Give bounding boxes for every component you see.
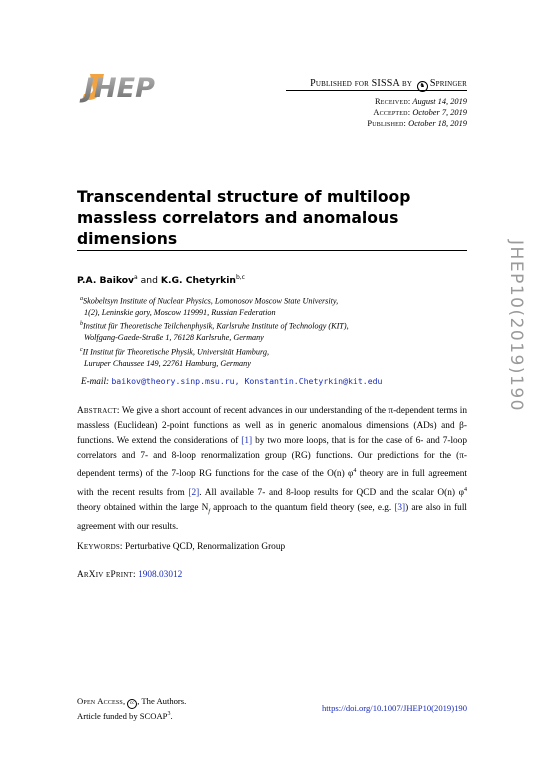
affiliation-c: $^c$II Institut für Theoretische Physik, Universität Hamburg, Luruper Chaussee 149, 22761 Hamburg, Germany bbox=[80, 347, 269, 369]
springer-horse-icon: ♞ bbox=[417, 81, 428, 92]
author-list: P.A. Baikov$^a$ and K.G. Chetyrkin$^{b,c}$ bbox=[77, 274, 245, 287]
arxiv-side-stamp: JHEP10(2019)190 bbox=[506, 240, 526, 412]
accepted-date: Accepted: October 7, 2019 bbox=[373, 108, 467, 117]
publisher-prefix: Published for SISSA by bbox=[310, 78, 413, 89]
affiliation-b: $^b$Institut für Theoretische Teilchenphysik, Karlsruhe Institute of Technology (KIT), Wolfgang-Gaede-Straße 1, 76128 Karlsruhe, Germany bbox=[80, 321, 349, 343]
citation-link[interactable]: [2] bbox=[188, 487, 200, 498]
citation-link[interactable]: [3] bbox=[394, 502, 406, 513]
published-date: Published: October 18, 2019 bbox=[367, 119, 467, 128]
arxiv-link[interactable]: 1908.03012 bbox=[138, 570, 183, 580]
author-name: P.A. Baikov bbox=[77, 275, 135, 287]
jhep-logo bbox=[76, 70, 186, 104]
publication-dates bbox=[367, 96, 467, 129]
received-date: Received: August 14, 2019 bbox=[375, 97, 467, 106]
email-links[interactable]: baikov@theory.sinp.msu.ru, Konstantin.Chetyrkin@kit.edu bbox=[111, 376, 383, 386]
arxiv-eprint: ArXiv ePrint: 1908.03012 bbox=[77, 570, 183, 580]
jhep-logo-text: JHEP bbox=[84, 73, 155, 104]
keywords: Keywords: Perturbative QCD, Renormalization Group bbox=[77, 542, 286, 552]
abstract: Abstract: We give a short account of recent advances in our understanding of the π-dependent terms in massless (Euclidean) 2-point functions as well as in generic anomalous dimensions (ADs) and β-functions. We extend the considerations of [1] by two more loops, that is for the case of 6- and 7-loop correlators and 7- and 8-loop renormalization group (RG) functions. Our predictions for the (π-dependent terms) of the 7-loop RG functions for the case of the O(n) $\varphi^4$ theory are in full agreement with the recent results from [2]. All available 7- and 8-loop results for QCD and the scalar O(n) $\varphi^4$ theory obtained within the large $N_f$ approach to the quantum field theory (see, e.g. [3]) are also in full agreement with our results. bbox=[77, 406, 468, 532]
publisher-name: Springer bbox=[429, 78, 467, 89]
email-line: E-mail: baikov@theory.sinp.msu.ru, Konstantin.Chetyrkin@kit.edu bbox=[81, 376, 383, 386]
paper-title: Transcendental structure of multiloop massless correlators and anomalous dimensions bbox=[77, 188, 411, 248]
header-rule bbox=[286, 90, 467, 91]
creative-commons-icon: cc bbox=[127, 699, 137, 709]
author-name: K.G. Chetyrkin bbox=[160, 275, 236, 287]
abstract-label: Abstract: bbox=[77, 406, 120, 416]
title-rule bbox=[77, 250, 467, 251]
open-access-note: Open Access, cc , The Authors. Article funded by SCOAP$^3$. bbox=[77, 696, 187, 721]
affiliation-a: $^a$Skobeltsyn Institute of Nuclear Physics, Lomonosov Moscow State University, 1(2), Leninskie gory, Moscow 119991, Russian Federation bbox=[80, 296, 339, 318]
citation-link[interactable]: [1] bbox=[241, 436, 253, 447]
doi-link[interactable]: https://doi.org/10.1007/JHEP10(2019)190 bbox=[322, 703, 467, 713]
